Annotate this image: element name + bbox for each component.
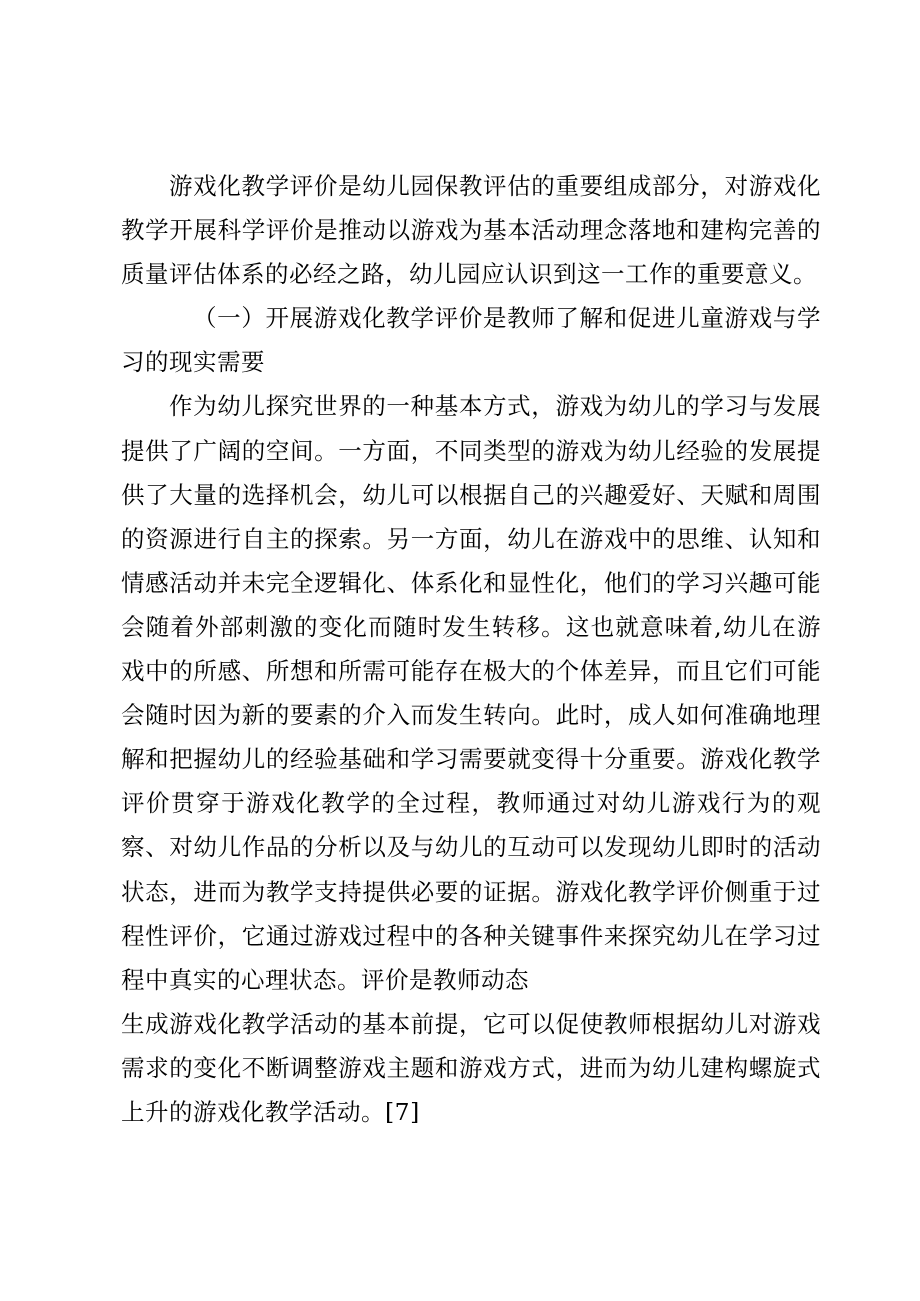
paragraph-intro: 游戏化教学评价是幼儿园保教评估的重要组成部分，对游戏化教学开展科学评价是推动以游戏为基本活动理念落地和建构完善的质量评估体系的必经之路，幼儿园应认识到这一工作的重要意义。 (121, 172, 821, 289)
document-body (121, 164, 821, 1134)
paragraph-continuation: 生成游戏化教学活动的基本前提，它可以促使教师根据幼儿对游戏需求的变化不断调整游戏主题和游戏方式，进而为幼儿建构螺旋式上升的游戏化教学活动。[7] (121, 1009, 821, 1126)
paragraph-body: 作为幼儿探究世界的一种基本方式，游戏为幼儿的学习与发展提供了广阔的空间。一方面，不同类型的游戏为幼儿经验的发展提供了大量的选择机会，幼儿可以根据自己的兴趣爱好、天赋和周围的资源进行自主的探索。另一方面，幼儿在游戏中的思维、认知和情感活动并未完全逻辑化、体系化和显性化，他们的学习兴趣可能会随着外部刺激的变化而随时发生转移。这也就意味着,幼儿在游戏中的所感、所想和所需可能存在极大的个体差异，而且它们可能会随时因为新的要素的介入而发生转向。此时，成人如何准确地理解和把握幼儿的经验基础和学习需要就变得十分重要。游戏化教学评价贯穿于游戏化教学的全过程，教师通过对幼儿游戏行为的观察、对幼儿作品的分析以及与幼儿的互动可以发现幼儿即时的活动状态，进而为教学支持提供必要的证据。游戏化教学评价侧重于过程性评价，它通过游戏过程中的各种关键事件来探究幼儿在学习过程中真实的心理状态。评价是教师动态 (121, 392, 821, 994)
section-heading: （一）开展游戏化教学评价是教师了解和促进儿童游戏与学习的现实需要 (121, 304, 821, 377)
